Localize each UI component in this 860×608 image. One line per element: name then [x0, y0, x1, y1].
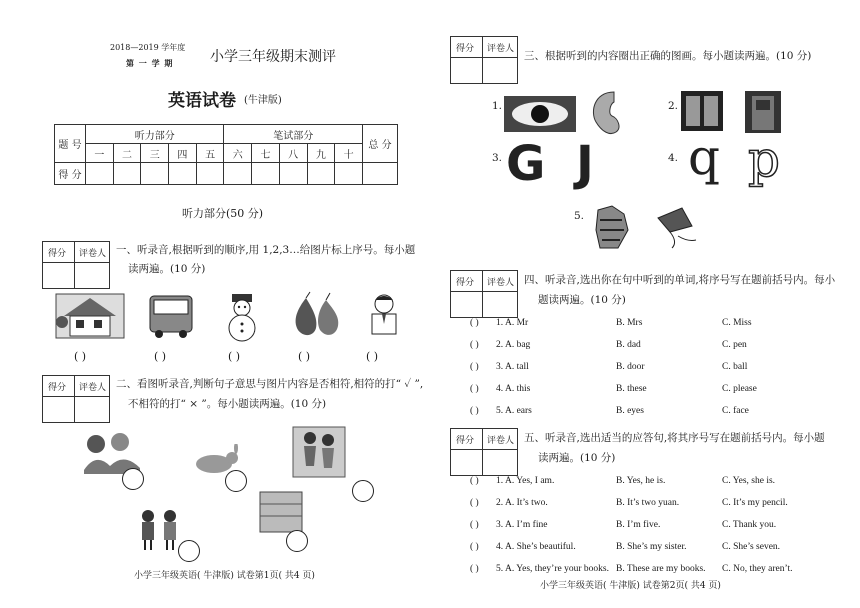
q-number: 三	[141, 144, 169, 163]
q5-option-b[interactable]: B. She’s my sister.	[616, 542, 687, 552]
score-box-q5	[450, 428, 518, 476]
score-cell[interactable]	[86, 163, 114, 185]
q5-option-a[interactable]: 5. A. Yes, they’re your books.	[496, 564, 609, 574]
item-number: 5.	[574, 210, 585, 222]
q3-instruction: 三、根据听到的内容圈出正确的图画。每小题读两遍。(10 分)	[524, 50, 812, 62]
snowman-picture	[220, 292, 266, 344]
q5-option-b[interactable]: B. It’s two yuan.	[616, 498, 680, 508]
q4-answer-paren[interactable]: ( )	[470, 362, 479, 372]
score-label: 得分	[48, 249, 67, 259]
item-number: 3.	[492, 152, 503, 164]
score-cell[interactable]	[196, 163, 224, 185]
q4-option-a[interactable]: 3. A. tall	[496, 362, 529, 372]
school-year: 2018—2019 学年度	[110, 43, 186, 52]
score-cell[interactable]	[279, 163, 307, 185]
answer-paren[interactable]: ( )	[228, 350, 241, 363]
q-number: 一	[86, 144, 114, 163]
item-number: 1.	[492, 100, 503, 112]
q4-instruction-line1: 四、听录音,选出你在句中听到的单词,将序号写在题前括号内。每小	[524, 274, 836, 286]
semester: 第 一 学 期	[126, 58, 174, 68]
q5-option-c[interactable]: C. No, they aren’t.	[722, 564, 793, 574]
q5-answer-paren[interactable]: ( )	[470, 520, 479, 530]
answer-paren[interactable]: ( )	[366, 350, 379, 363]
page-footer: 小学三年级英语( 牛津版) 试卷第2页( 共4 页)	[540, 581, 721, 591]
q5-option-b[interactable]: B. Yes, he is.	[616, 476, 666, 486]
q5-answer-paren[interactable]: ( )	[470, 542, 479, 552]
answer-circle[interactable]	[286, 530, 308, 552]
score-table-row-label: 题 号	[55, 125, 86, 163]
letter-p-option[interactable]: p	[748, 130, 781, 188]
q4-instruction-line2: 题读两遍。(10 分)	[538, 294, 626, 306]
score-label: 得分	[456, 278, 475, 288]
grader-label: 评卷人	[79, 249, 107, 259]
answer-paren[interactable]: ( )	[74, 350, 87, 363]
q5-answer-paren[interactable]: ( )	[470, 476, 479, 486]
door-picture[interactable]	[744, 90, 782, 134]
score-cell[interactable]	[307, 163, 335, 185]
cake-picture	[258, 490, 304, 534]
q4-option-a[interactable]: 4. A. this	[496, 384, 531, 394]
q-number: 九	[307, 144, 335, 163]
kite-picture[interactable]	[652, 206, 702, 250]
paper-edition: (牛津版)	[244, 95, 282, 106]
score-cell[interactable]	[224, 163, 252, 185]
boy-picture	[364, 292, 404, 340]
q2-instruction-line2: 不相符的打“ × ”。每小题读两遍。(10 分)	[128, 398, 327, 410]
q4-answer-paren[interactable]: ( )	[470, 318, 479, 328]
item-number: 4.	[668, 152, 679, 164]
q4-option-c[interactable]: C. Miss	[722, 318, 752, 328]
listening-section-title: 听力部分(50 分)	[182, 207, 264, 220]
grader-label: 评卷人	[487, 278, 515, 288]
q5-option-c[interactable]: C. Thank you.	[722, 520, 777, 530]
item-number: 2.	[668, 100, 679, 112]
q5-option-a[interactable]: 3. A. I’m fine	[496, 520, 548, 530]
q4-option-c[interactable]: C. please	[722, 384, 757, 394]
q5-instruction-line2: 读两遍。(10 分)	[538, 452, 616, 464]
score-table	[54, 124, 398, 185]
score-cell[interactable]	[141, 163, 169, 185]
score-box-q3	[450, 36, 518, 84]
score-cell[interactable]	[335, 163, 363, 185]
q5-option-b[interactable]: B. These are my books.	[616, 564, 706, 574]
q-number: 五	[196, 144, 224, 163]
q-number: 七	[252, 144, 280, 163]
bus-picture	[146, 292, 196, 340]
total-label: 总 分	[363, 125, 398, 163]
score-cell[interactable]	[113, 163, 141, 185]
writing-part-label: 笔试部分	[224, 125, 363, 144]
q4-answer-paren[interactable]: ( )	[470, 406, 479, 416]
letter-g-option[interactable]: G	[506, 136, 546, 192]
q-number: 八	[279, 144, 307, 163]
exam-title: 小学三年级期末测评	[210, 49, 336, 65]
q4-option-b[interactable]: B. eyes	[616, 406, 644, 416]
score-box-q2	[42, 375, 110, 423]
q2-instruction-line1: 二、看图听录音,判断句子意思与图片内容是否相符,相符的打“ ✓ ”,	[116, 378, 424, 390]
listening-part-label: 听力部分	[86, 125, 224, 144]
q5-option-c[interactable]: C. She’s seven.	[722, 542, 781, 552]
q4-option-c[interactable]: C. ball	[722, 362, 748, 372]
score-label: 得分	[48, 383, 67, 393]
q5-option-a[interactable]: 2. A. It’s two.	[496, 498, 548, 508]
q4-option-b[interactable]: B. Mrs	[616, 318, 643, 328]
score-label: 得分	[456, 44, 475, 54]
q5-option-a[interactable]: 1. A. Yes, I am.	[496, 476, 555, 486]
q4-option-b[interactable]: B. these	[616, 384, 647, 394]
answer-paren[interactable]: ( )	[154, 350, 167, 363]
q-number: 二	[113, 144, 141, 163]
q4-option-c[interactable]: C. pen	[722, 340, 747, 350]
score-box-q4	[450, 270, 518, 318]
q5-instruction-line1: 五、听录音,选出适当的应答句,将其序号写在题前括号内。每小题	[524, 432, 825, 444]
answer-circle[interactable]	[178, 540, 200, 562]
q-number: 十	[335, 144, 363, 163]
q4-option-a[interactable]: 2. A. bag	[496, 340, 531, 350]
grader-label: 评卷人	[487, 44, 515, 54]
score-cell[interactable]	[252, 163, 280, 185]
q4-option-a[interactable]: 1. A. Mr	[496, 318, 529, 328]
q4-option-b[interactable]: B. door	[616, 362, 645, 372]
answer-circle[interactable]	[122, 468, 144, 490]
q4-option-c[interactable]: C. face	[722, 406, 749, 416]
grader-label: 评卷人	[487, 436, 515, 446]
exam-page-2	[430, 0, 860, 608]
pears-picture	[288, 290, 344, 340]
girls-picture	[134, 508, 186, 550]
score-box-q1	[42, 241, 110, 289]
letter-q-option[interactable]: q	[688, 128, 721, 186]
q4-answer-paren[interactable]: ( )	[470, 384, 479, 394]
answer-paren[interactable]: ( )	[298, 350, 311, 363]
q-number: 六	[224, 144, 252, 163]
score-label: 得分	[456, 436, 475, 446]
ear-picture[interactable]	[586, 88, 626, 138]
total-score-cell[interactable]	[363, 163, 398, 185]
answer-circle[interactable]	[352, 480, 374, 502]
q4-answer-paren[interactable]: ( )	[470, 340, 479, 350]
q-number: 四	[169, 144, 197, 163]
q1-instruction-line1: 一、听录音,根据听到的顺序,用 1,2,3…给图片标上序号。每小题	[116, 244, 416, 256]
dancing-kids-picture	[292, 426, 346, 478]
answer-circle[interactable]	[225, 470, 247, 492]
grader-label: 评卷人	[79, 383, 107, 393]
q4-option-a[interactable]: 5. A. ears	[496, 406, 532, 416]
q4-option-b[interactable]: B. dad	[616, 340, 641, 350]
window-picture[interactable]	[680, 90, 724, 132]
q5-option-c[interactable]: C. It’s my pencil.	[722, 498, 788, 508]
paper-title: 英语试卷	[168, 91, 236, 111]
q5-option-b[interactable]: B. I’m five.	[616, 520, 661, 530]
q5-option-c[interactable]: C. Yes, she is.	[722, 476, 776, 486]
eye-picture[interactable]	[504, 96, 576, 132]
house-picture	[54, 292, 126, 340]
q5-option-a[interactable]: 4. A. She’s beautiful.	[496, 542, 576, 552]
page-footer: 小学三年级英语( 牛津版) 试卷第1页( 共4 页)	[134, 571, 315, 581]
letter-j-option[interactable]: J	[576, 136, 594, 192]
q5-answer-paren[interactable]: ( )	[470, 564, 479, 574]
q1-instruction-line2: 读两遍。(10 分)	[128, 263, 206, 275]
score-row-label: 得 分	[55, 163, 86, 185]
tiger-picture[interactable]	[588, 200, 636, 254]
q5-answer-paren[interactable]: ( )	[470, 498, 479, 508]
score-cell[interactable]	[169, 163, 197, 185]
